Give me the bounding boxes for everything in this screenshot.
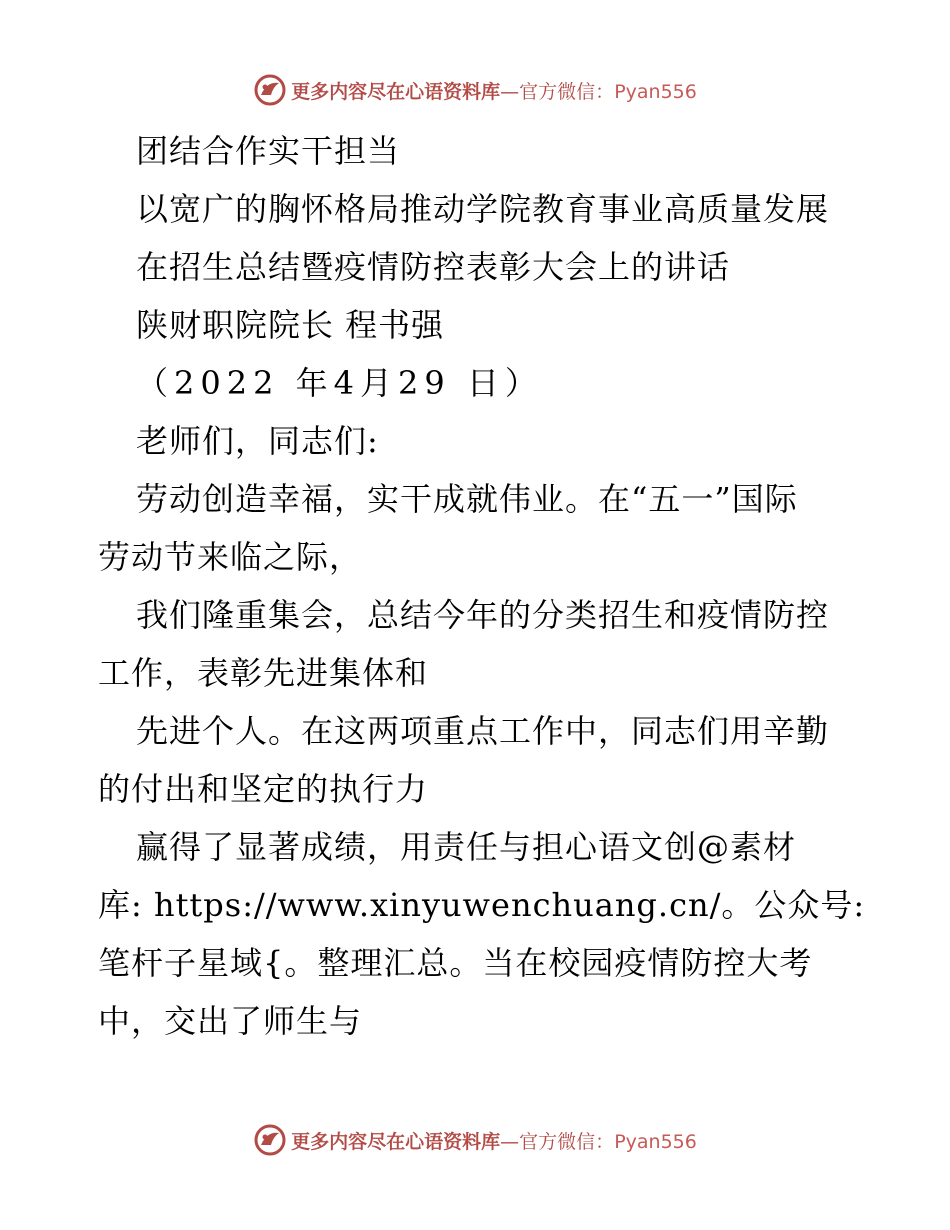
title-line-1: 团结合作实干担当 bbox=[136, 132, 401, 170]
date-line: （2022 年4月29 日） bbox=[136, 364, 543, 402]
title-line-2: 以宽广的胸怀格局推动学院教育事业高质量发展 bbox=[136, 190, 830, 228]
watermark-account: Pyan556 bbox=[614, 80, 697, 103]
footer-watermark bbox=[0, 1122, 950, 1158]
salutation: 老师们，同志们: bbox=[136, 422, 379, 460]
paragraph-3-line-1: 先进个人。在这两项重点工作中，同志们用辛勤 bbox=[136, 712, 830, 750]
document-body bbox=[98, 122, 868, 1050]
paragraph-4-line-1: 赢得了显著成绩，用责任与担心语文创@素材 bbox=[136, 828, 797, 866]
brand-logo-icon bbox=[253, 1123, 287, 1157]
paragraph-1-line-2: 劳动节来临之际， bbox=[98, 538, 363, 576]
paragraph-2-line-1: 我们隆重集会，总结今年的分类招生和疫情防控 bbox=[136, 596, 830, 634]
watermark-label: 官方微信： bbox=[519, 80, 615, 103]
watermark-label: 官方微信： bbox=[519, 1130, 615, 1153]
watermark-text bbox=[291, 77, 697, 104]
paragraph-4-line-3: 笔杆子星域{。整理汇总。当在校园疫情防控大考 bbox=[98, 944, 813, 982]
watermark-account: Pyan556 bbox=[614, 1130, 697, 1153]
author-line: 陕财职院院长 程书强 bbox=[136, 306, 445, 344]
paragraph-4-line-2: 库: https://www.xinyuwenchuang.cn/。公众号: bbox=[98, 886, 866, 924]
watermark-site: 更多内容尽在心语资料库 bbox=[291, 80, 501, 103]
header-watermark bbox=[0, 72, 950, 108]
paragraph-1-line-1: 劳动创造幸福，实干成就伟业。在“五一”国际 bbox=[136, 480, 798, 518]
paragraph-3-line-2: 的付出和坚定的执行力 bbox=[98, 770, 429, 808]
title-line-3: 在招生总结暨疫情防控表彰大会上的讲话 bbox=[136, 248, 731, 286]
watermark-text bbox=[291, 1127, 697, 1154]
paragraph-2-line-2: 工作，表彰先进集体和 bbox=[98, 654, 429, 692]
watermark-dash: — bbox=[500, 1130, 520, 1153]
paragraph-4-line-4: 中，交出了师生与 bbox=[98, 1002, 363, 1040]
watermark-dash: — bbox=[500, 80, 520, 103]
watermark-site: 更多内容尽在心语资料库 bbox=[291, 1130, 501, 1153]
brand-logo-icon bbox=[253, 73, 287, 107]
